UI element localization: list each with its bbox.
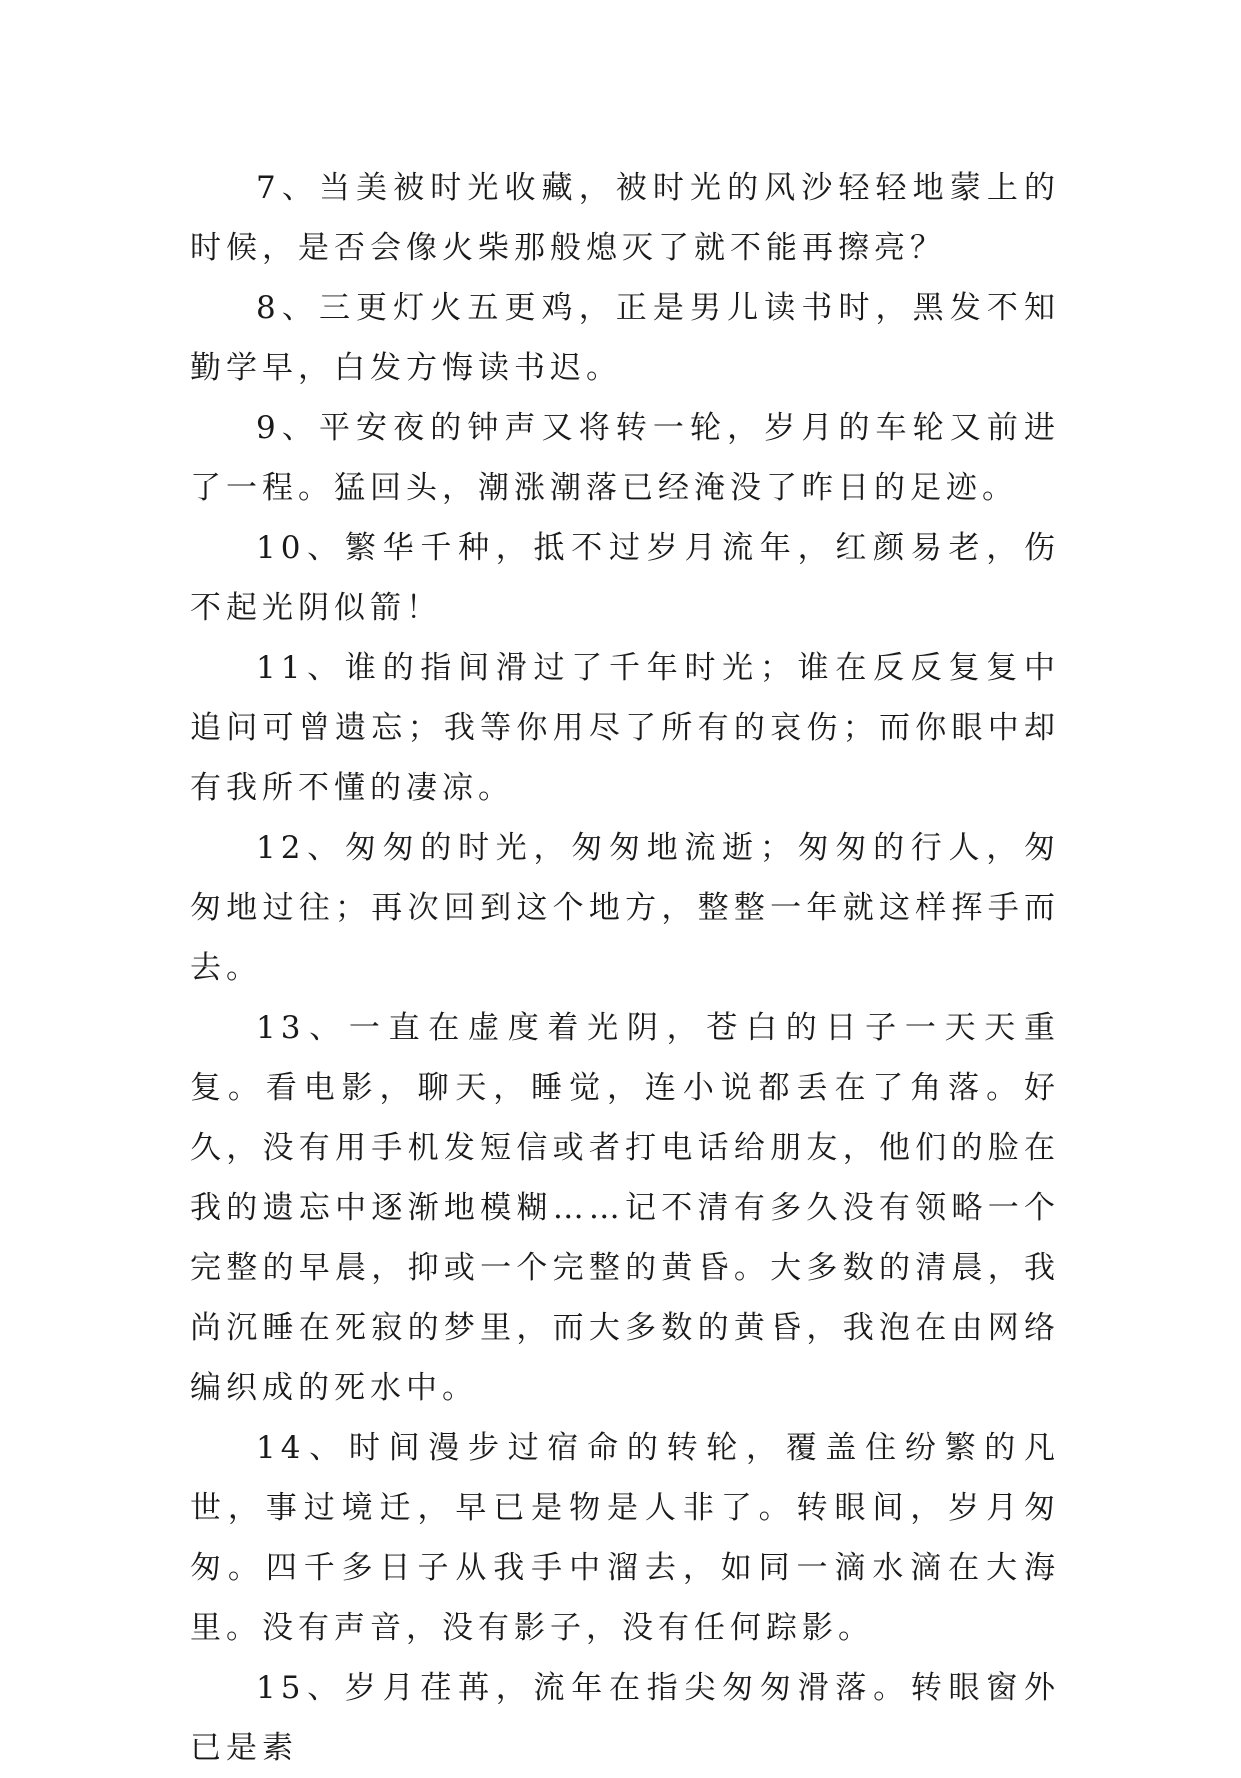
paragraph-9: 9、平安夜的钟声又将转一轮，岁月的车轮又前进了一程。猛回头，潮涨潮落已经淹没了昨日的足迹。 bbox=[190, 410, 1060, 506]
paragraph-11: 11、谁的指间滑过了千年时光；谁在反反复复中追问可曾遗忘；我等你用尽了所有的哀伤；而你眼中却有我所不懂的凄凉。 bbox=[190, 650, 1060, 806]
paragraph-13: 13、一直在虚度着光阴，苍白的日子一天天重复。看电影，聊天，睡觉，连小说都丢在了角落。好久，没有用手机发短信或者打电话给朋友，他们的脸在我的遗忘中逐渐地模糊……记不清有多久没有领略一个完整的早晨，抑或一个完整的黄昏。大多数的清晨，我尚沉睡在死寂的梦里，而大多数的黄昏，我泡在由网络编织成的死水中。 bbox=[190, 1010, 1060, 1406]
paragraph-12: 12、匆匆的时光，匆匆地流逝；匆匆的行人，匆匆地过往；再次回到这个地方，整整一年就这样挥手而去。 bbox=[190, 830, 1060, 986]
paragraph-15: 15、岁月荏苒，流年在指尖匆匆滑落。转眼窗外已是素 bbox=[190, 1670, 1060, 1766]
document-body bbox=[190, 158, 1060, 1778]
paragraph-8: 8、三更灯火五更鸡，正是男儿读书时，黑发不知勤学早，白发方悔读书迟。 bbox=[190, 290, 1060, 386]
paragraph-7: 7、当美被时光收藏，被时光的风沙轻轻地蒙上的时候，是否会像火柴那般熄灭了就不能再擦亮？ bbox=[190, 170, 1060, 266]
paragraph-14: 14、时间漫步过宿命的转轮，覆盖住纷繁的凡世，事过境迁，早已是物是人非了。转眼间，岁月匆匆。四千多日子从我手中溜去，如同一滴水滴在大海里。没有声音，没有影子，没有任何踪影。 bbox=[190, 1430, 1060, 1646]
paragraph-10: 10、繁华千种，抵不过岁月流年，红颜易老，伤不起光阴似箭！ bbox=[190, 530, 1060, 626]
